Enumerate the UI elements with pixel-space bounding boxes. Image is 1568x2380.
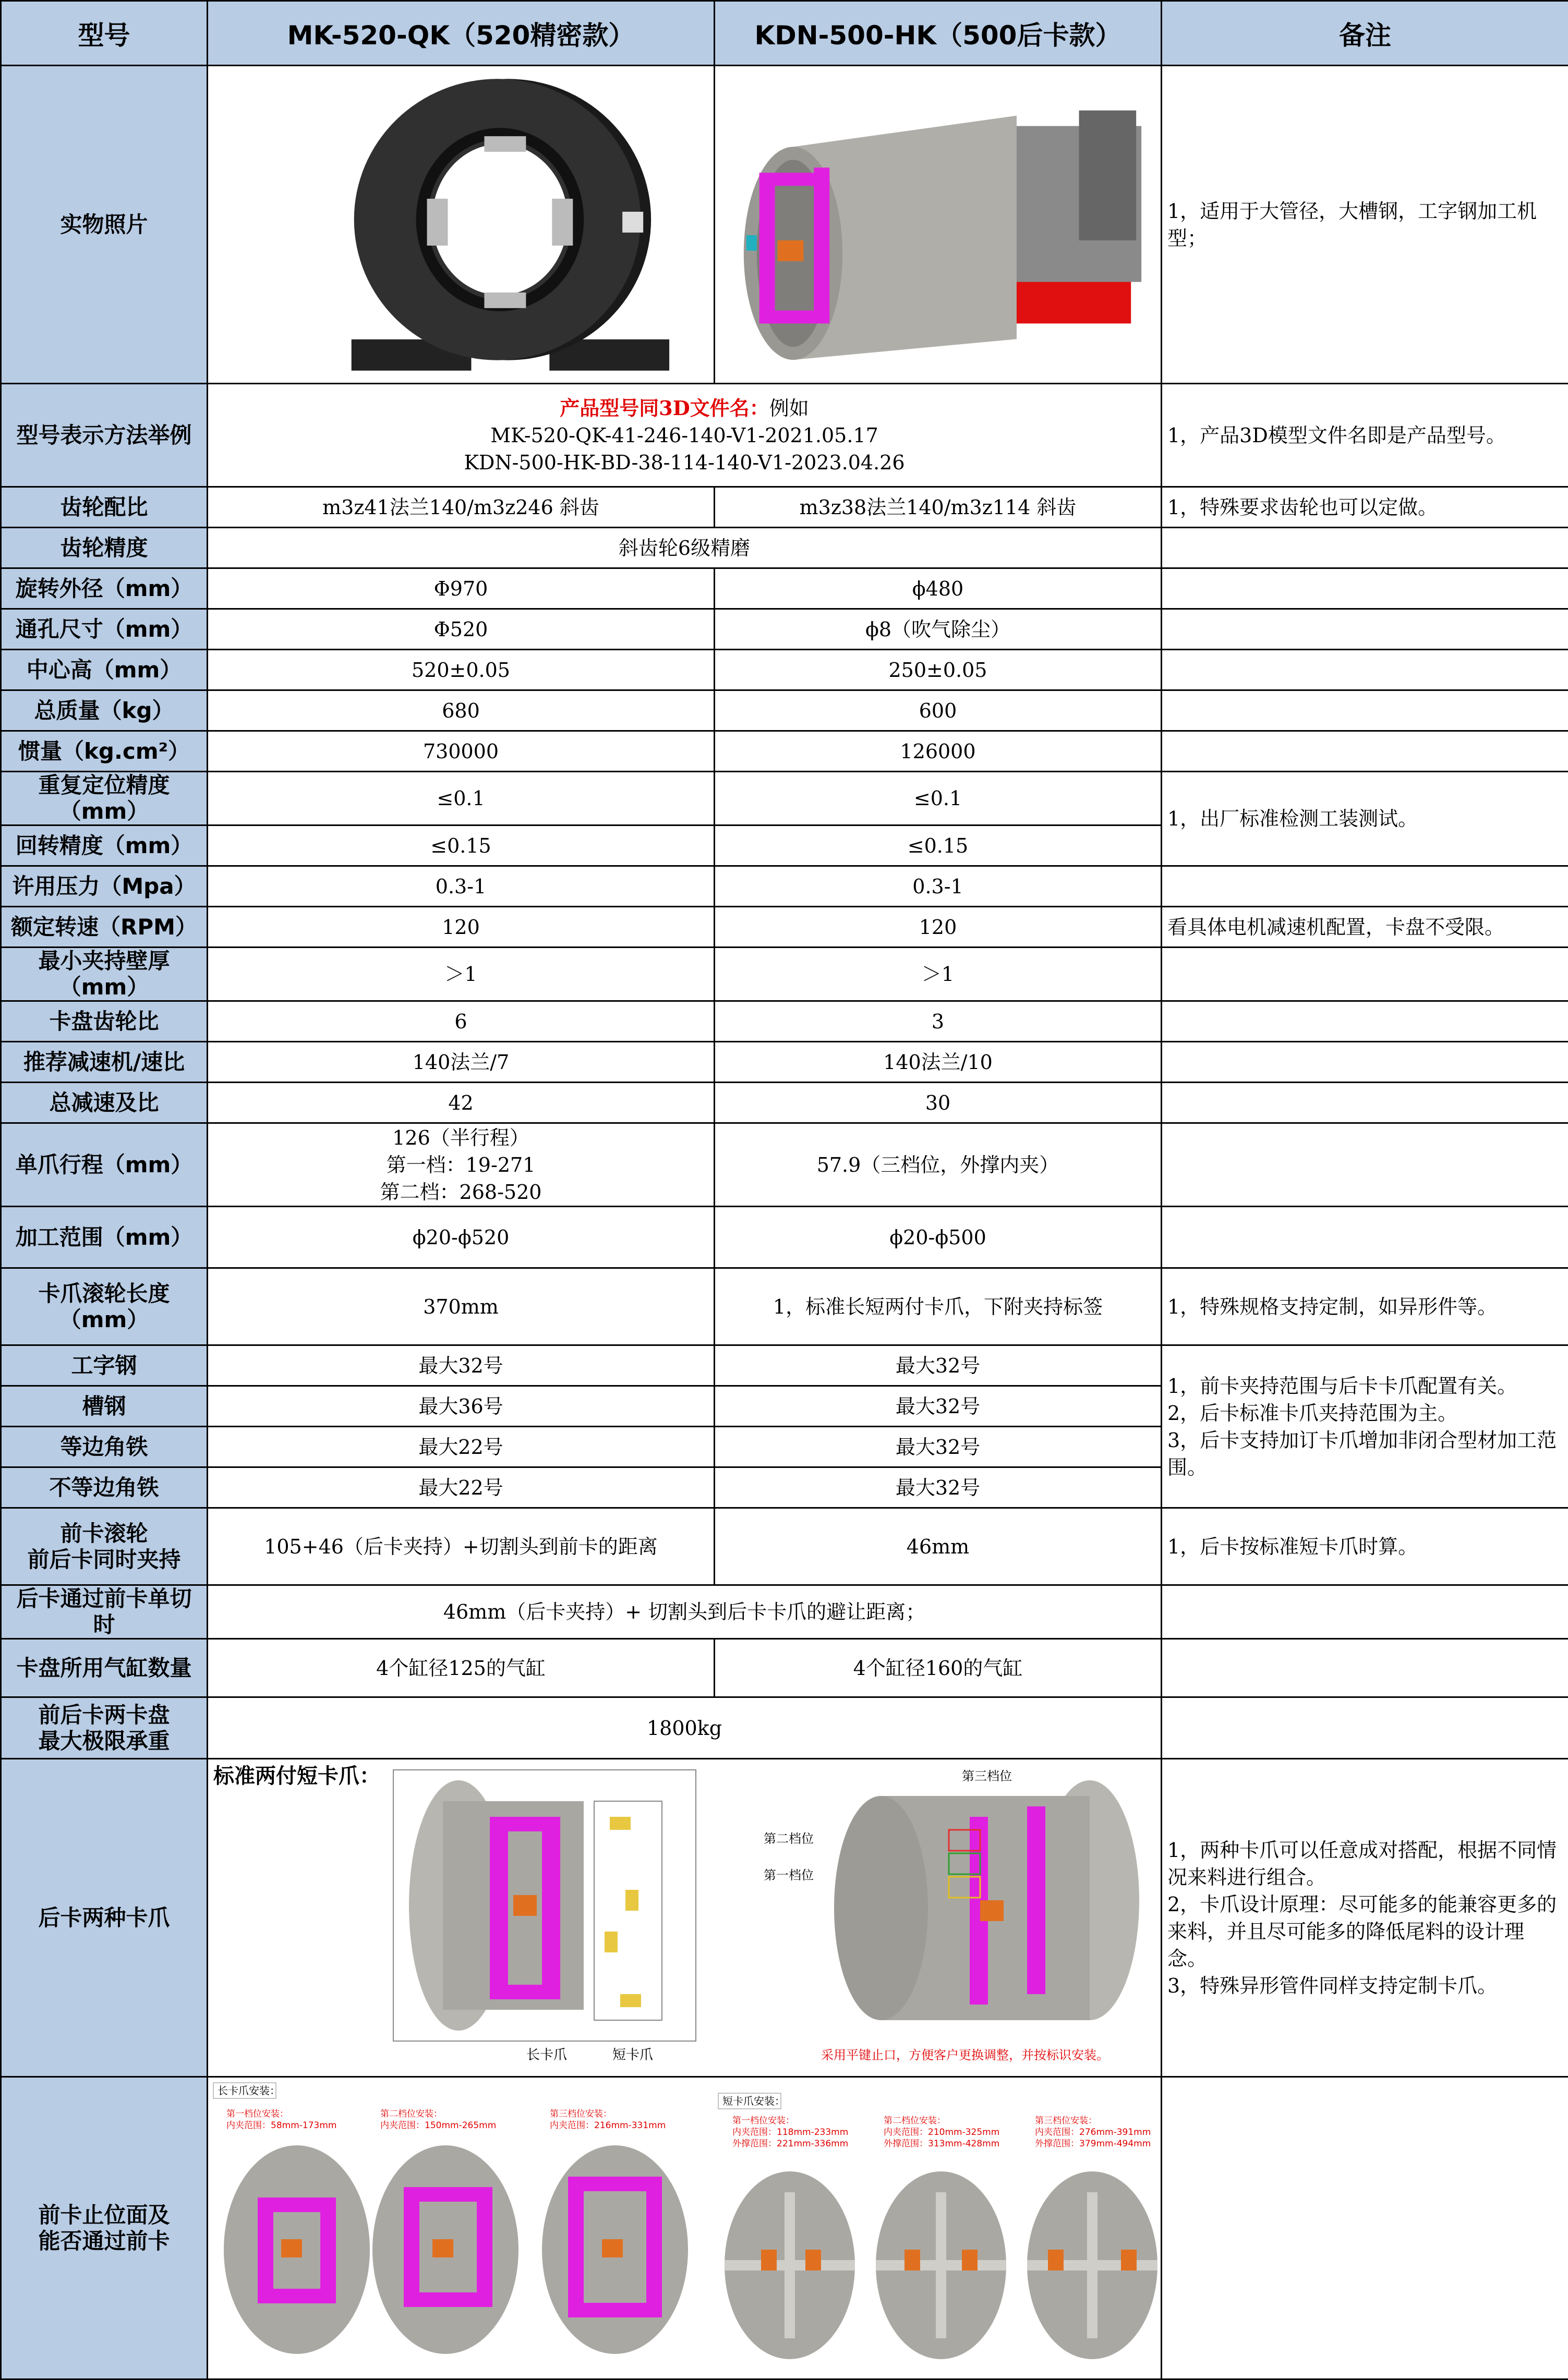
chuck-ring-image [208,68,714,381]
table-row [1,772,1568,825]
row-label: 不等边角铁 [1,1467,208,1508]
row-value-2: ϕ480 [715,568,1162,609]
label-line: 能否通过前卡 [7,2228,201,2254]
naming-highlight: 产品型号同3D文件名： [560,396,769,420]
stroke-row [1,1123,1568,1207]
row-value-1: ≤0.15 [208,825,715,866]
row-label: 齿轮配比 [1,487,208,528]
photo-row [1,66,1568,384]
jaw-figures [208,1759,1162,2077]
row-value-1: 0.3-1 [208,866,715,907]
row-value-2: 3 [715,1001,1162,1042]
row-label: 后卡两种卡爪 [1,1759,208,2077]
row-note [1162,866,1568,907]
row-label: 最小夹持壁厚（mm） [1,948,208,1001]
jaw-row [1,1759,1568,2077]
row-value-2: 0.3-1 [715,866,1162,907]
naming-line3: KDN-500-HK-BD-38-114-140-V1-2023.04.26 [213,449,1155,476]
row-value-2: 140法兰/10 [715,1042,1162,1083]
short-jaw-group-1 [725,2116,855,2359]
long-jaw-group-1 [224,2109,370,2354]
row-value-1: 42 [208,1083,715,1123]
row-label: 中心高（mm） [1,650,208,690]
row-value-2: 最大32号 [715,1467,1162,1508]
row-value-1: Φ970 [208,568,715,609]
long-jaw-label: 长卡爪 [526,2047,567,2063]
row-value-1: 最大22号 [208,1427,715,1467]
row-value-1: 370mm [208,1268,715,1345]
row-value-2: 126000 [715,731,1162,772]
row-note [1162,1639,1568,1697]
install-range: 内夹范围：216mm-331mm [550,2120,666,2131]
row-value-2: ≤0.1 [715,772,1162,825]
row-value-1: 最大32号 [208,1345,715,1386]
row-value-1: 140法兰/7 [208,1042,715,1083]
table-row [1,650,1568,690]
row-value-1: 520±0.05 [208,650,715,690]
table-row [1,731,1568,772]
row-value-1: m3z41法兰140/m3z246 斜齿 [208,487,715,528]
front-roller-row [1,1508,1568,1585]
photo-mk520 [208,66,715,384]
install-range: 内夹范围：276mm-391mm [1035,2127,1151,2138]
row-note [1162,1001,1568,1042]
header-col2: KDN-500-HK（500后卡款） [715,1,1162,66]
row-label: 槽钢 [1,1386,208,1427]
range-row [1,1207,1568,1268]
table-row [1,1345,1568,1386]
table-row [1,487,1568,528]
row-value-1: 4个缸径125的气缸 [208,1639,715,1697]
stroke-value-2: 57.9（三档位，外撑内夹） [715,1123,1162,1207]
row-value-2: 250±0.05 [715,650,1162,690]
row-value-2: ≤0.15 [715,825,1162,866]
row-note [1162,528,1568,568]
table-row [1,690,1568,731]
row-value-1: 最大22号 [208,1467,715,1508]
row-note [1162,731,1568,772]
row-label: 单爪行程（mm） [1,1123,208,1207]
row-note [1162,1585,1568,1639]
pos3-label: 第三档位 [962,1769,1012,1783]
short-jaw-group-3 [1027,2116,1157,2359]
row-value-2: m3z38法兰140/m3z114 斜齿 [715,487,1162,528]
row-value-1: 最大36号 [208,1386,715,1427]
row-note [1162,650,1568,690]
row-label: 通孔尺寸（mm） [1,609,208,650]
table-row [1,528,1568,568]
row-value-1: ≤0.1 [208,772,715,825]
note-line: 2，卡爪设计原理：尽可能多的能兼容更多的来料，并且尽可能多的降低尾料的设计理念。 [1167,1891,1563,1972]
table-row [1,609,1568,650]
label-line: 前后卡同时夹持 [7,1547,201,1573]
install-range-outer: 外撑范围：221mm-336mm [732,2139,848,2149]
naming-label: 型号表示方法举例 [1,384,208,487]
row-label [1,1508,208,1585]
steel-note [1162,1345,1568,1508]
row-label: 卡盘所用气缸数量 [1,1639,208,1697]
row-value-1: 730000 [208,731,715,772]
row-label: 后卡通过前卡单切时 [1,1585,208,1639]
row-value-2: 4个缸径160的气缸 [715,1639,1162,1697]
table-row [1,948,1568,1001]
note-line: 3，特殊异形管件同样支持定制卡爪。 [1167,1972,1563,1999]
row-value-1: Φ520 [208,609,715,650]
row-value-2: ϕ20-ϕ500 [715,1207,1162,1268]
header-remark: 备注 [1162,1,1568,66]
naming-example [208,384,1162,487]
row-label: 工字钢 [1,1345,208,1386]
photo-label: 实物照片 [1,66,208,384]
row-value-1: 105+46（后卡夹持）+切割头到前卡的距离 [208,1508,715,1585]
install-pos: 第一档位安装： [226,2109,288,2119]
install-range: 内夹范围：58mm-173mm [226,2120,336,2131]
install-pos: 第二档位安装： [884,2116,946,2126]
row-value-1: ＞1 [208,948,715,1001]
note-line: 3，后卡支持加订卡爪增加非闭合型材加工范围。 [1167,1427,1563,1481]
fig2-caption: 采用平键止口，方便客户更换调整，并按标识安装。 [821,2048,1109,2062]
header-col1: MK-520-QK（520精密款） [208,1,715,66]
row-note [1162,1697,1568,1759]
row-value-merged: 斜齿轮6级精磨 [208,528,1162,568]
row-value-2: 30 [715,1083,1162,1123]
chuck-cylinder-image [715,68,1161,381]
install-pos: 第三档位安装： [550,2109,612,2119]
short-jaw-group-2 [876,2116,1006,2359]
row-value-2: ϕ8（吹气除尘） [715,609,1162,650]
naming-row [1,384,1568,487]
install-range-outer: 外撑范围：313mm-428mm [884,2139,999,2149]
label-line: 最大极限承重 [7,1728,201,1754]
row-label: 旋转外径（mm） [1,568,208,609]
photo-note: 1，适用于大管径，大槽钢，工字钢加工机型； [1162,66,1568,384]
row-label: 重复定位精度（mm） [1,772,208,825]
front-figures [208,2077,1162,2379]
pos1-label: 第一档位 [764,1868,814,1883]
install-range: 内夹范围：118mm-233mm [732,2127,848,2138]
table-row [1,1001,1568,1042]
row-note: 看具体电机减速机配置，卡盘不受限。 [1162,907,1568,948]
table-row [1,866,1568,907]
jaw-title: 标准两付短卡爪： [213,1764,380,1788]
row-note: 1，特殊要求齿轮也可以定做。 [1162,487,1568,528]
pos2-label: 第二档位 [764,1831,814,1846]
row-value-2: 最大32号 [715,1386,1162,1427]
label-line: 前后卡两卡盘 [7,1702,201,1728]
note-line: 2，后卡标准卡爪夹持范围为主。 [1167,1400,1563,1427]
row-note [1162,1042,1568,1083]
install-range-outer: 外撑范围：379mm-494mm [1035,2139,1151,2149]
row-label: 齿轮精度 [1,528,208,568]
row-label: 卡盘齿轮比 [1,1001,208,1042]
row-value-1: ϕ20-ϕ520 [208,1207,715,1268]
header-row [1,1,1568,66]
naming-example-word: 例如 [769,397,809,420]
install-pos: 第一档位安装： [732,2116,794,2126]
label-line: 前卡止位面及 [7,2202,201,2228]
naming-line2: MK-520-QK-41-246-140-V1-2021.05.17 [213,422,1155,449]
jaw-figure-svg [208,1759,1162,2072]
row-note: 1，特殊规格支持定制，如异形件等。 [1162,1268,1568,1345]
row-value-1: 6 [208,1001,715,1042]
table-row [1,1083,1568,1123]
label-line: 前卡滚轮 [7,1521,201,1547]
row-value-1: 120 [208,907,715,948]
install-pos: 第三档位安装： [1035,2116,1097,2126]
row-label: 加工范围（mm） [1,1207,208,1268]
header-model: 型号 [1,1,208,66]
row-label: 总减速及比 [1,1083,208,1123]
row-note [1162,948,1568,1001]
row-note [1162,2077,1568,2379]
stroke-line: 126（半行程） [213,1124,708,1151]
install-pos: 第二档位安装： [380,2109,442,2119]
row-value-merged: 46mm（后卡夹持）+ 切割头到后卡卡爪的避让距离； [208,1585,1162,1639]
row-note [1162,609,1568,650]
row-value-2: 120 [715,907,1162,948]
row-label: 惯量（kg.cm²） [1,731,208,772]
row-label [1,1697,208,1759]
photo-kdn500 [715,66,1162,384]
row-value-2: 600 [715,690,1162,731]
row-label [1,2077,208,2379]
row-value-2: 1，标准长短两付卡爪，下附夹持标签 [715,1268,1162,1345]
install-range: 内夹范围：210mm-325mm [884,2127,999,2138]
row-note [1162,1123,1568,1207]
table-row [1,1042,1568,1083]
row-value-1: 680 [208,690,715,731]
stroke-value-1 [208,1123,715,1207]
row-label: 回转精度（mm） [1,825,208,866]
row-label: 额定转速（RPM） [1,907,208,948]
table-row [1,568,1568,609]
jaw-note [1162,1759,1568,2077]
front-figure-svg [208,2078,1162,2375]
row-label: 总质量（kg） [1,690,208,731]
short-install-title: 短卡爪安装： [722,2095,785,2107]
long-install-title: 长卡爪安装： [218,2084,280,2097]
cut-row [1,1585,1568,1639]
short-jaw-label: 短卡爪 [612,2047,653,2063]
long-jaw-group-3 [542,2109,688,2354]
row-note [1162,690,1568,731]
row-note [1162,568,1568,609]
stroke-line: 第二档：268-520 [213,1179,708,1206]
row-note: 1，后卡按标准短卡爪时算。 [1162,1508,1568,1585]
roller-row [1,1268,1568,1345]
row-note [1162,1083,1568,1123]
install-range: 内夹范围：150mm-265mm [380,2120,496,2131]
row-value-merged: 1800kg [208,1697,1162,1759]
long-jaw-group-2 [372,2109,518,2354]
row-value-2: 最大32号 [715,1427,1162,1467]
note-line: 1，两种卡爪可以任意成对搭配，根据不同情况来料进行组合。 [1167,1837,1563,1891]
front-row [1,2077,1568,2379]
stroke-line: 第一档：19-271 [213,1151,708,1179]
table-row [1,907,1568,948]
note-line: 1，前卡夹持范围与后卡卡爪配置有关。 [1167,1373,1563,1400]
precision-note: 1，出厂标准检测工装测试。 [1162,772,1568,866]
row-label: 卡爪滚轮长度（mm） [1,1268,208,1345]
naming-note: 1，产品3D模型文件名即是产品型号。 [1162,384,1568,487]
row-value-2: 最大32号 [715,1345,1162,1386]
row-label: 推荐减速机/速比 [1,1042,208,1083]
row-value-2: 46mm [715,1508,1162,1585]
cylinder-row [1,1639,1568,1697]
row-value-2: ＞1 [715,948,1162,1001]
row-label: 许用压力（Mpa） [1,866,208,907]
load-row [1,1697,1568,1759]
row-label: 等边角铁 [1,1427,208,1467]
row-note [1162,1207,1568,1268]
